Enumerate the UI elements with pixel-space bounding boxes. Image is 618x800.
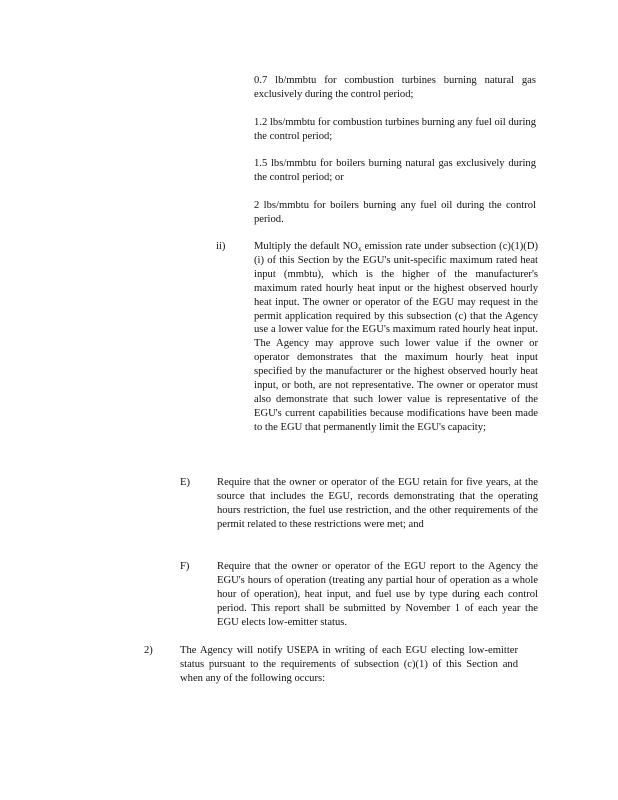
item-ii-text-a: Multiply the default NO <box>254 241 358 252</box>
paragraph-item-e: Require that the owner or operator of the EGU retain for five years, at the source that includes the EGU, records demonstrating that the operating hours restriction, the fuel use restriction, and the other requirements of the permit related to these restrictions were met; and <box>217 477 538 530</box>
paragraph-item-2: The Agency will notify USEPA in writing of each EGU electing low-emitter status pursuant to the requirements of subsection (c)(1) of this Section and when any of the following occurs: <box>180 645 518 684</box>
item-ii-text-b: emission rate under subsection (c)(1)(D)(i) of this Section by the EGU's unit-specific maximum rated heat input (mmbtu), which is the higher of the manufacturer's maximum rated hourly heat input or the highest observed hourly heat input. The owner or operator of the EGU may request in the permit application required by this subsection (c) that the Agency use a lower value for the EGU's maximum rated hourly heat input. The Agency may approve such lower value if the owner or operator demonstrates that the maximum hourly heat input specified by the manufacturer or the highest observed hourly heat input, or both, are not representative. The owner or operator must also demonstrate that such lower value is representative of the EGU's current capabilities because modifications have been made to the EGU that permanently limit the EGU's capacity; <box>254 241 538 433</box>
paragraph-boilers-fuel-oil: 2 lbs/mmbtu for boilers burning any fuel oil during the control period. <box>254 200 536 225</box>
item-ii-label: ii) <box>216 241 226 252</box>
paragraph-boilers-natural-gas: 1.5 lbs/mmbtu for boilers burning natural gas exclusively during the control period; or <box>254 158 536 183</box>
item-2-label: 2) <box>144 645 153 656</box>
paragraph-item-f: Require that the owner or operator of the EGU report to the Agency the EGU's hours of operation (treating any partial hour of operation as a whole hour of operation), heat input, and fuel use by type during each control period. This report shall be submitted by November 1 of each year the EGU elects low-emitter status. <box>217 561 538 628</box>
item-e-label: E) <box>180 477 190 488</box>
paragraph-turbines-fuel-oil: 1.2 lbs/mmbtu for combustion turbines burning any fuel oil during the control period; <box>254 117 536 142</box>
paragraph-turbines-natural-gas: 0.7 lb/mmbtu for combustion turbines burning natural gas exclusively during the control period; <box>254 75 536 100</box>
item-ii-subscript: x <box>357 245 362 253</box>
paragraph-item-ii <box>254 240 538 435</box>
item-f-label: F) <box>180 561 190 572</box>
